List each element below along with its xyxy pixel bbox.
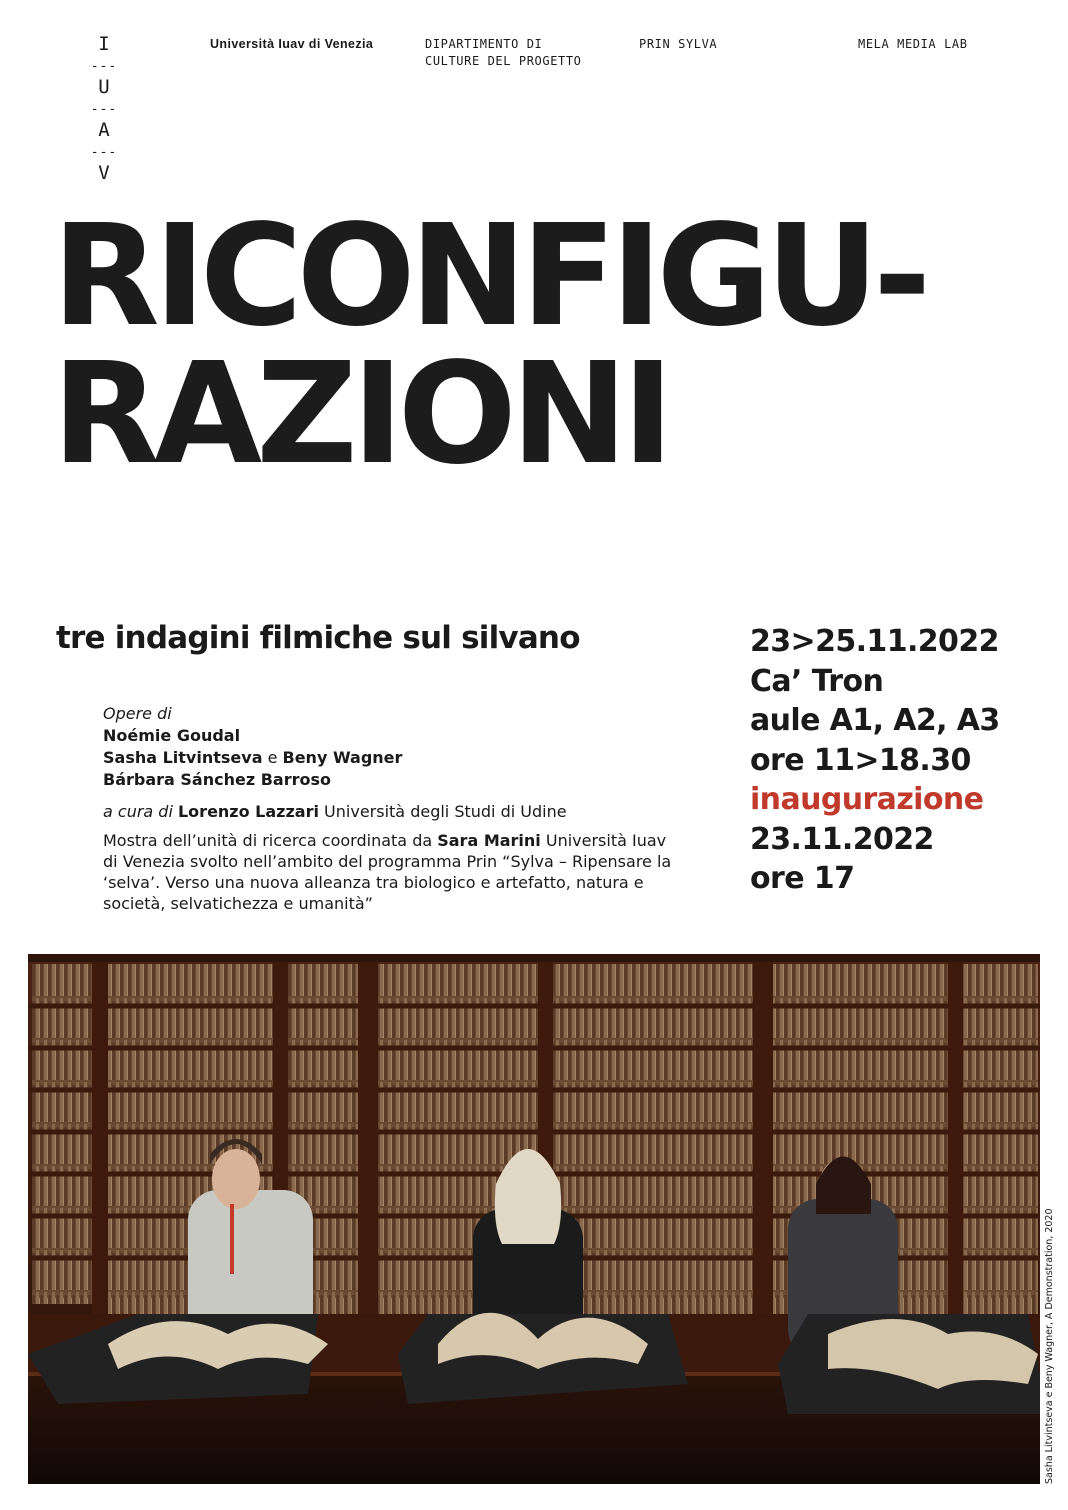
title-line1: RICONFIGU-: [52, 195, 926, 358]
opening-label: inaugurazione: [750, 782, 984, 817]
event-hours: ore 11>18.30: [750, 742, 971, 778]
title-line2: RAZIONI: [52, 333, 669, 496]
header-department: [425, 36, 582, 70]
description-text: Università Iuav di Venezia svolto nell’ambito del programma Prin “Sylva – Ripensare la ‘selva’. Verso una nuova alleanza tra biologico e artefatto, natura e società, selvatichezza e umanità”: [103, 831, 672, 913]
artist-name: Noémie Goudal: [103, 726, 241, 745]
artist-name: Sasha Litvintseva: [103, 748, 263, 767]
logo-letter: I: [98, 33, 110, 55]
artist-pair: [103, 747, 703, 769]
header-university: Università Iuav di Venezia: [210, 37, 374, 51]
library-photo-illustration: [28, 954, 1040, 1484]
credits-block: [103, 703, 703, 914]
iuav-logo: [84, 34, 124, 185]
logo-separator: ---: [90, 144, 118, 160]
header-department-line2: CULTURE DEL PROGETTO: [425, 54, 582, 68]
logo-letter: V: [98, 162, 110, 184]
logo-letter: U: [98, 76, 110, 98]
page-title: [52, 195, 926, 496]
curator-line: [103, 801, 703, 823]
curator-label: a cura di: [103, 802, 178, 821]
header-lab: MELA MEDIA LAB: [858, 37, 968, 51]
subtitle: tre indagini filmiche sul silvano: [56, 620, 580, 656]
opening-time: ore 17: [750, 861, 855, 896]
header-department-line1: DIPARTIMENTO DI: [425, 37, 543, 51]
coordinator-name: Sara Marini: [437, 831, 541, 850]
curator-name: Lorenzo Lazzari: [177, 802, 319, 821]
event-rooms: aule A1, A2, A3: [750, 703, 1000, 738]
opening-date: 23.11.2022: [750, 821, 934, 857]
exhibition-description: [103, 830, 678, 914]
event-dates: 23>25.11.2022: [750, 624, 999, 659]
header-prin: PRIN SYLVA: [639, 37, 718, 51]
event-info: [750, 622, 1000, 899]
library-photo: [28, 954, 1040, 1484]
curator-affiliation: Università degli Studi di Udine: [318, 802, 567, 821]
conjunction: e: [262, 748, 283, 767]
logo-separator: ---: [90, 58, 118, 74]
photo-caption: Sasha Litvintseva e Beny Wagner, A Demonstration, 2020: [1044, 1208, 1055, 1484]
logo-letter: A: [98, 119, 110, 141]
works-label: Opere di: [103, 704, 172, 723]
event-venue: Ca’ Tron: [750, 663, 884, 699]
artist-name: Beny Wagner: [282, 748, 403, 767]
artist-name: Bárbara Sánchez Barroso: [103, 770, 331, 789]
description-text: Mostra dell’unità di ricerca coordinata da: [103, 831, 438, 850]
logo-separator: ---: [90, 101, 118, 117]
